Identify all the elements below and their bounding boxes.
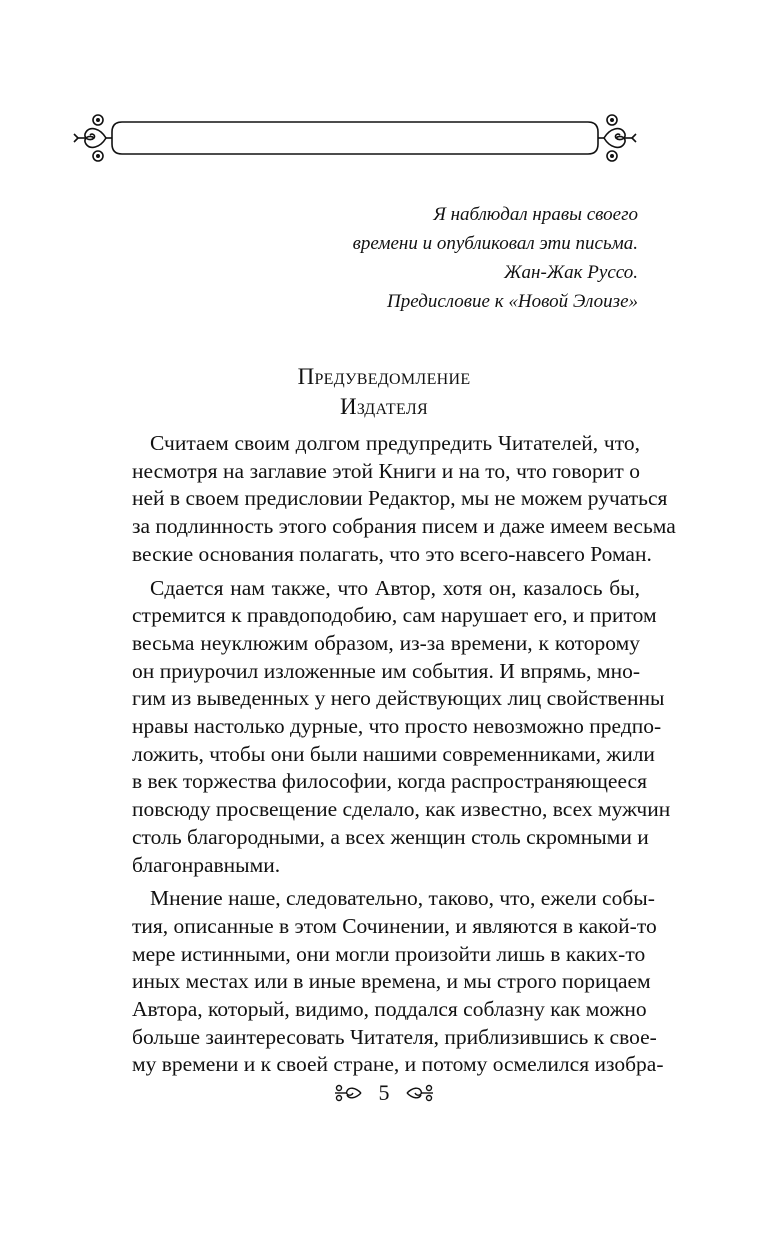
chapter-title-line: Предуведомление: [297, 364, 471, 389]
folio: [0, 1078, 768, 1106]
text-line: больше заинтересовать Читателя, приблизившись к свое-: [132, 1024, 657, 1049]
text-line: повсюду просвещение сделало, как известно, всех мужчин: [132, 797, 671, 822]
text-line: мере истинными, они могли произойти лишь в каких-то: [132, 941, 646, 966]
chapter-title-line: Издателя: [340, 394, 428, 419]
text-line: му времени и к своей стране, и потому осмелился изобра-: [132, 1052, 664, 1077]
paragraph: [132, 575, 671, 880]
text-line: ней в своем предисловии Редактор, мы не можем ручаться: [132, 486, 668, 511]
text-line: тия, описанные в этом Сочинении, и являются в какой-то: [132, 913, 657, 938]
text-line: Мнение наше, следовательно, таково, что, ежели собы-: [150, 886, 655, 911]
paragraph: [132, 430, 676, 569]
text-line: несмотря на заглавие этой Книги и на то, что говорит о: [132, 458, 640, 483]
text-line: Сдается нам также, что Автор, хотя он, казалось бы,: [150, 575, 640, 600]
text-line: благонравными.: [132, 852, 281, 877]
epigraph-line: Я наблюдал нравы своего: [433, 204, 638, 225]
text-line: нравы настолько дурные, что просто невозможно предпо-: [132, 714, 662, 739]
body-text: [132, 430, 676, 1085]
text-line: Автора, который, видимо, поддался соблазну как можно: [132, 997, 647, 1022]
text-line: за подлинность этого собрания писем и даже имеем весьма: [132, 514, 676, 539]
text-line: стремится к правдоподобию, сам нарушает его, и притом: [132, 603, 657, 628]
text-line: он приурочил изложенные им события. И впрямь, мно-: [132, 658, 640, 683]
epigraph-author: Жан-Жак Руссо.: [504, 262, 638, 283]
paragraph: [132, 885, 664, 1079]
chapter-title: [0, 362, 768, 422]
epigraph-line: времени и опубликовал эти письма.: [352, 233, 638, 254]
text-line: ложить, чтобы они были нашими современниками, жили: [132, 741, 655, 766]
epigraph-source: Предисловие к «Новой Элоизе»: [387, 291, 638, 312]
text-line: в век торжества философии, когда распространяющееся: [132, 769, 647, 794]
epigraph: [353, 200, 638, 316]
page-number: 5: [378, 1079, 390, 1105]
text-line: столь благородными, а всех женщин столь скромными и: [132, 824, 649, 849]
text-line: иных местах или в иные времена, и мы строго порицаем: [132, 969, 651, 994]
fleuron-right-icon: [405, 1083, 437, 1103]
header-ornament: [72, 108, 638, 168]
text-line: гим из выведенных у него действующих лиц свойственны: [132, 686, 665, 711]
fleuron-left-icon: [331, 1083, 363, 1103]
text-line: Считаем своим долгом предупредить Читателей, что,: [150, 431, 640, 455]
text-line: веские основания полагать, что это всего-навсего Роман.: [132, 541, 652, 566]
text-line: весьма неуклюжим образом, из-за времени, к которому: [132, 630, 640, 655]
